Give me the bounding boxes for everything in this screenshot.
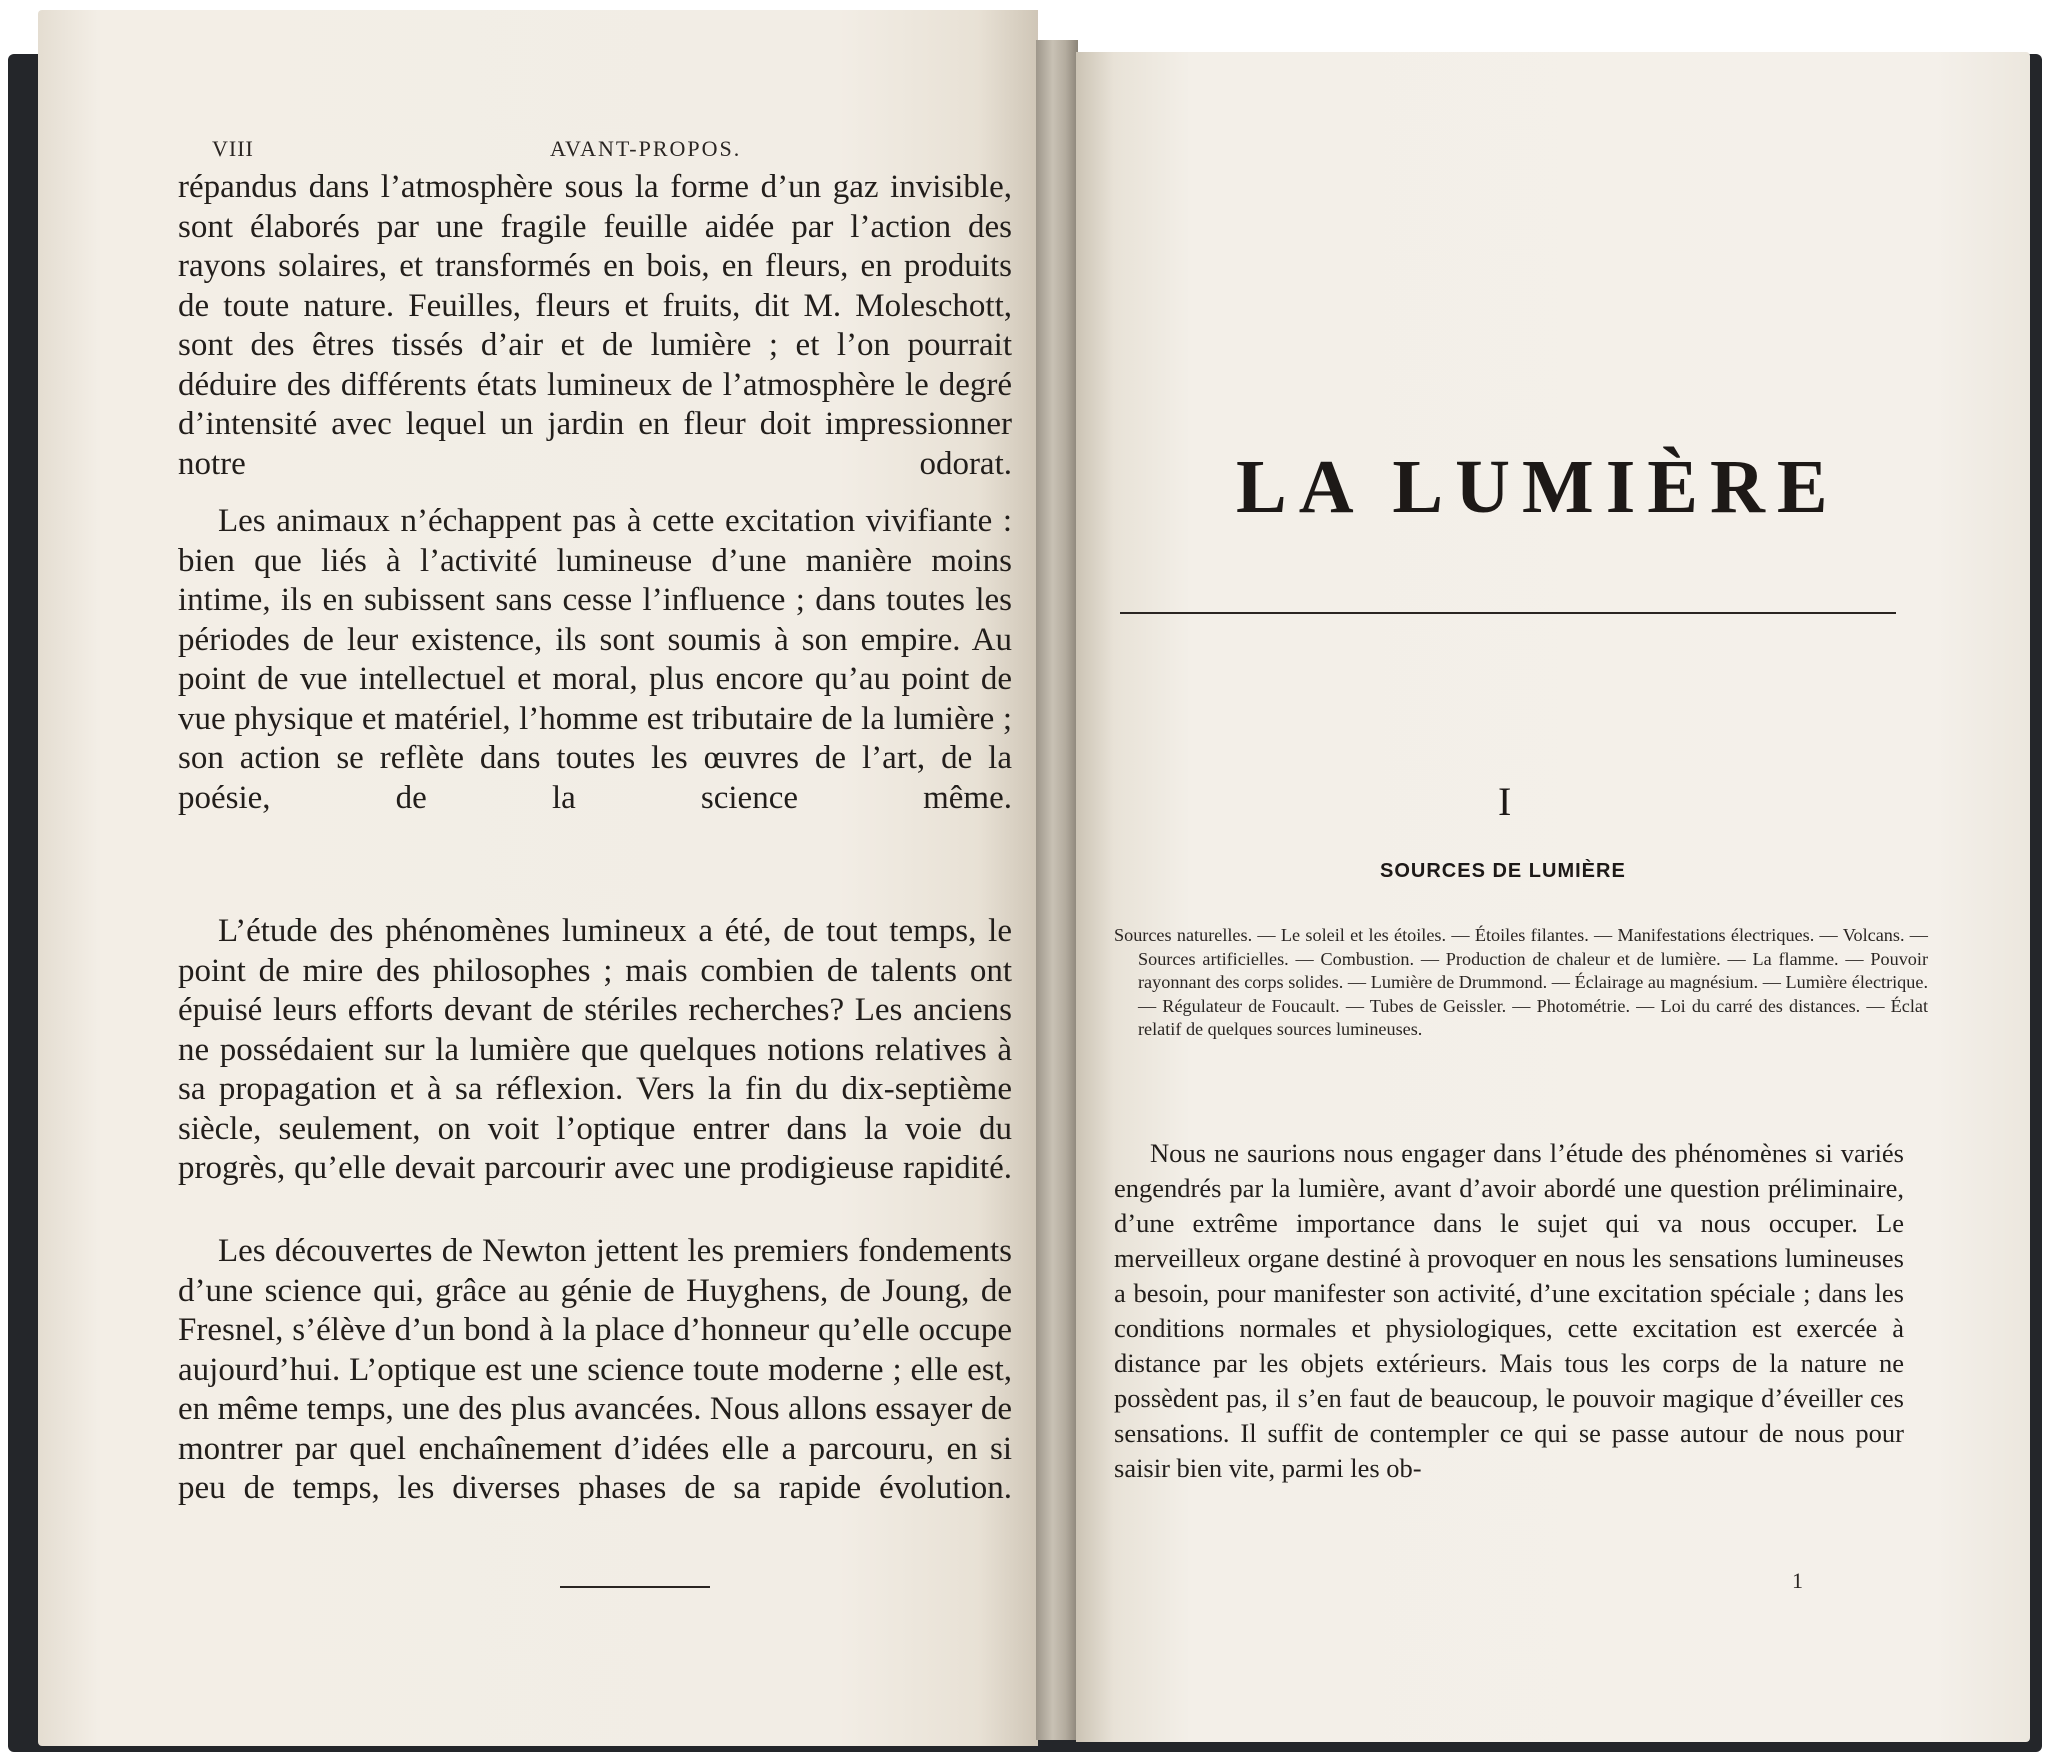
page-number-left: VIII [212,136,254,161]
running-head-title: AVANT-PROPOS. [550,136,742,161]
right-page [1076,52,2030,1742]
end-rule-divider [560,1586,710,1588]
paragraph-text: Les animaux n’échappent pas à cette excitation vivifiante : bien que liés à l’activité lumineuse d’une manière moins intime, ils en subissent sans cesse l’influence ; dans toutes les périodes de leur existence, ils sont soumis à son empire. Au point de vue intellectuel et moral, plus encore qu’au point de vue physique et matériel, l’homme est tributaire de la lumière ; son action se reflète dans toutes les œuvres de l’art, de la poésie, de la science même. [178,503,1012,816]
left-paragraph-2 [178,502,1012,818]
paragraph-text: Les découvertes de Newton jettent les premiers fondements d’une science qui, grâce au génie de Huyghens, de Joung, de Fresnel, s’élève d’un bond à la place d’honneur qu’elle occupe aujourd’hui. L’optique est une science toute moderne ; elle est, en même temps, une des plus avancées. Nous allons essayer de montrer par quel enchaînement d’idées elle a parcouru, en si peu de temps, les diverses phases de sa rapide évolution. [178,1233,1012,1506]
paragraph-text: Nous ne saurions nous engager dans l’étude des phénomènes si variés engendrés par la lumière, avant d’avoir abordé une question préliminaire, d’une extrême importance dans le sujet qui va nous occuper. Le merveilleux organe destiné à provoquer en nous les sensations lumineuses a besoin, pour manifester son activité, d’une excitation spéciale ; dans les conditions normales et physiologiques, cette excitation est exercée à distance par les objets extérieurs. Mais tous les corps de la nature ne possèdent pas, il s’en faut de beaucoup, le pouvoir magique d’éveiller ces sensations. Il suffit de contempler ce qui se passe autour de nous pour saisir bien vite, parmi les ob- [1114,1138,1904,1483]
chapter-title: SOURCES DE LUMIÈRE [1380,860,1626,882]
left-paragraph-1 [178,168,1012,484]
chapter-summary: Sources naturelles. — Le soleil et les étoiles. — Étoiles filantes. — Manifestations électriques. — Volcans. — Sources artificielles. — Combustion. — Production de chaleur et de lumière. — La flamme. — Pouvoir rayonnant des corps solides. — Lumière de Drummond. — Éclairage au magnésium. — Lumière électrique. — Régulateur de Foucault. — Tubes de Geissler. — Photométrie. — Loi du carré des distances. — Éclat relatif de quelques sources lumineuses. [1114,925,1928,1039]
book-gutter [1036,40,1078,1740]
title-rule-divider [1120,612,1896,614]
left-paragraph-4 [178,1232,1012,1509]
chapter-number: I [1498,779,1512,824]
book-title: LA LUMIÈRE [1236,445,1840,529]
paragraph-text: L’étude des phénomènes lumineux a été, de tout temps, le point de mire des philosophes ; mais combien de talents ont épuisé leurs efforts devant de stériles recherches? Les anciens ne possédaient sur la lumière que quelques notions relatives à sa propagation et à sa réflexion. Vers la fin du dix-septième siècle, seulement, on voit l’optique entrer dans la voie du progrès, qu’elle devait parcourir avec une prodigieuse rapidité. [178,913,1012,1186]
chapter-body [1114,1136,1904,1486]
left-paragraph-3 [178,912,1012,1189]
page-number-right: 1 [1792,1568,1803,1593]
running-head [38,136,1038,166]
paragraph-text: répandus dans l’atmosphère sous la forme d’un gaz invisible, sont élaborés par une fragile feuille aidée par l’action des rayons solaires, et transformés en bois, en fleurs, en produits de toute nature. Feuilles, fleurs et fruits, dit M. Moleschott, sont des êtres tissés d’air et de lumière ; et l’on pourrait déduire des différents états lumineux de l’atmosphère le degré d’intensité avec lequel un jardin en fleur doit impressionner notre odorat. [178,169,1012,482]
